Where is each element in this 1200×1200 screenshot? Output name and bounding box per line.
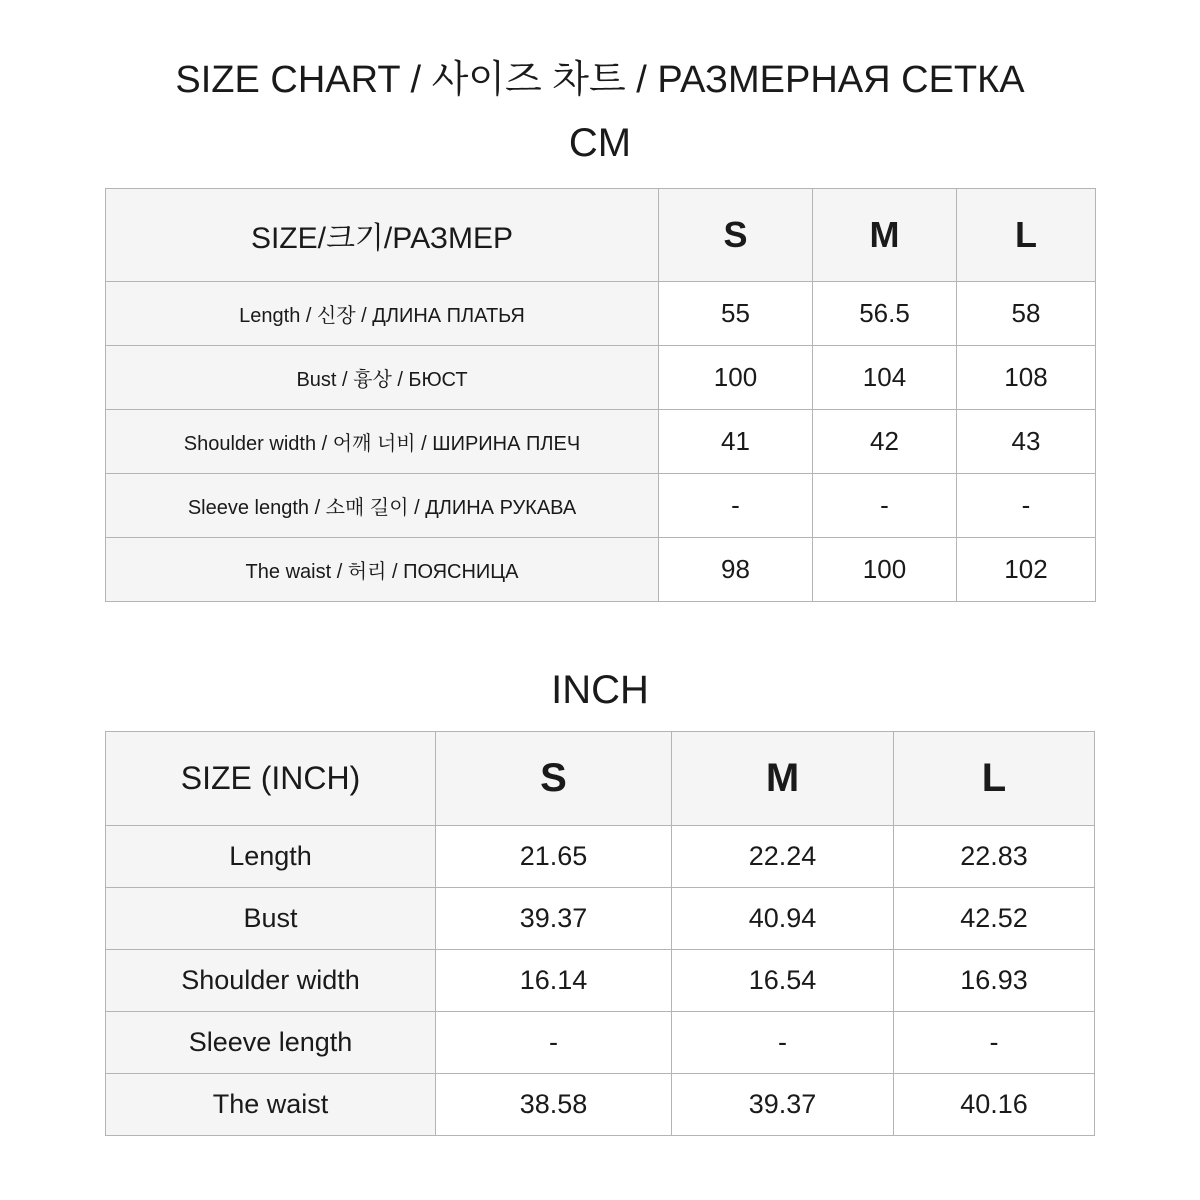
- inch-header-size-m: M: [672, 732, 894, 826]
- page-title: SIZE CHART / 사이즈 차트 / РАЗМЕРНАЯ СЕТКА: [175, 59, 1025, 101]
- cell-value: 39.37: [436, 888, 672, 950]
- cell-value: -: [813, 474, 957, 538]
- cell-value: 104: [813, 346, 957, 410]
- cm-table: [105, 188, 1096, 602]
- table-row: [106, 474, 1096, 538]
- row-label: Length: [106, 826, 436, 888]
- table-header-row: [106, 732, 1095, 826]
- cm-header-size-l: L: [957, 189, 1096, 282]
- table-row: [106, 950, 1095, 1012]
- cell-value: 108: [957, 346, 1096, 410]
- cell-value: 102: [957, 538, 1096, 602]
- cell-value: 58: [957, 282, 1096, 346]
- table-row: [106, 346, 1096, 410]
- table-row: [106, 410, 1096, 474]
- inch-header-size-label: SIZE (INCH): [106, 732, 436, 826]
- table-row: [106, 538, 1096, 602]
- row-label: Bust: [106, 888, 436, 950]
- cell-value: 40.16: [894, 1074, 1095, 1136]
- inch-header-size-s: S: [436, 732, 672, 826]
- cell-value: -: [957, 474, 1096, 538]
- cell-value: 100: [659, 346, 813, 410]
- table-row: [106, 282, 1096, 346]
- row-label: The waist: [106, 1074, 436, 1136]
- row-label: Shoulder width / 어깨 너비 / ШИРИНА ПЛЕЧ: [106, 410, 659, 474]
- row-label: Sleeve length / 소매 길이 / ДЛИНА РУКАВА: [106, 474, 659, 538]
- inch-table: [105, 731, 1095, 1136]
- cell-value: -: [672, 1012, 894, 1074]
- row-label: Shoulder width: [106, 950, 436, 1012]
- cell-value: -: [436, 1012, 672, 1074]
- cell-value: 22.24: [672, 826, 894, 888]
- cell-value: 39.37: [672, 1074, 894, 1136]
- table-header-row: [106, 189, 1096, 282]
- cm-header-size-m: M: [813, 189, 957, 282]
- cell-value: 40.94: [672, 888, 894, 950]
- cell-value: 98: [659, 538, 813, 602]
- cell-value: 100: [813, 538, 957, 602]
- cell-value: -: [894, 1012, 1095, 1074]
- cm-header-size-label: SIZE/크기/РАЗМЕР: [106, 189, 659, 282]
- cell-value: 55: [659, 282, 813, 346]
- cell-value: 43: [957, 410, 1096, 474]
- cell-value: 42.52: [894, 888, 1095, 950]
- cell-value: 21.65: [436, 826, 672, 888]
- cell-value: 38.58: [436, 1074, 672, 1136]
- inch-header-size-l: L: [894, 732, 1095, 826]
- row-label: Bust / 흉상 / БЮСТ: [106, 346, 659, 410]
- inch-section-heading: INCH: [551, 668, 649, 712]
- table-row: [106, 1012, 1095, 1074]
- cm-header-size-s: S: [659, 189, 813, 282]
- cell-value: 56.5: [813, 282, 957, 346]
- cell-value: 42: [813, 410, 957, 474]
- table-row: [106, 888, 1095, 950]
- row-label: Length / 신장 / ДЛИНА ПЛАТЬЯ: [106, 282, 659, 346]
- row-label: Sleeve length: [106, 1012, 436, 1074]
- table-row: [106, 1074, 1095, 1136]
- row-label: The waist / 허리 / ПОЯСНИЦА: [106, 538, 659, 602]
- cell-value: 16.54: [672, 950, 894, 1012]
- cell-value: 16.93: [894, 950, 1095, 1012]
- cell-value: 22.83: [894, 826, 1095, 888]
- cm-section-heading: CM: [568, 121, 632, 165]
- cell-value: 16.14: [436, 950, 672, 1012]
- cell-value: 41: [659, 410, 813, 474]
- table-row: [106, 826, 1095, 888]
- cell-value: -: [659, 474, 813, 538]
